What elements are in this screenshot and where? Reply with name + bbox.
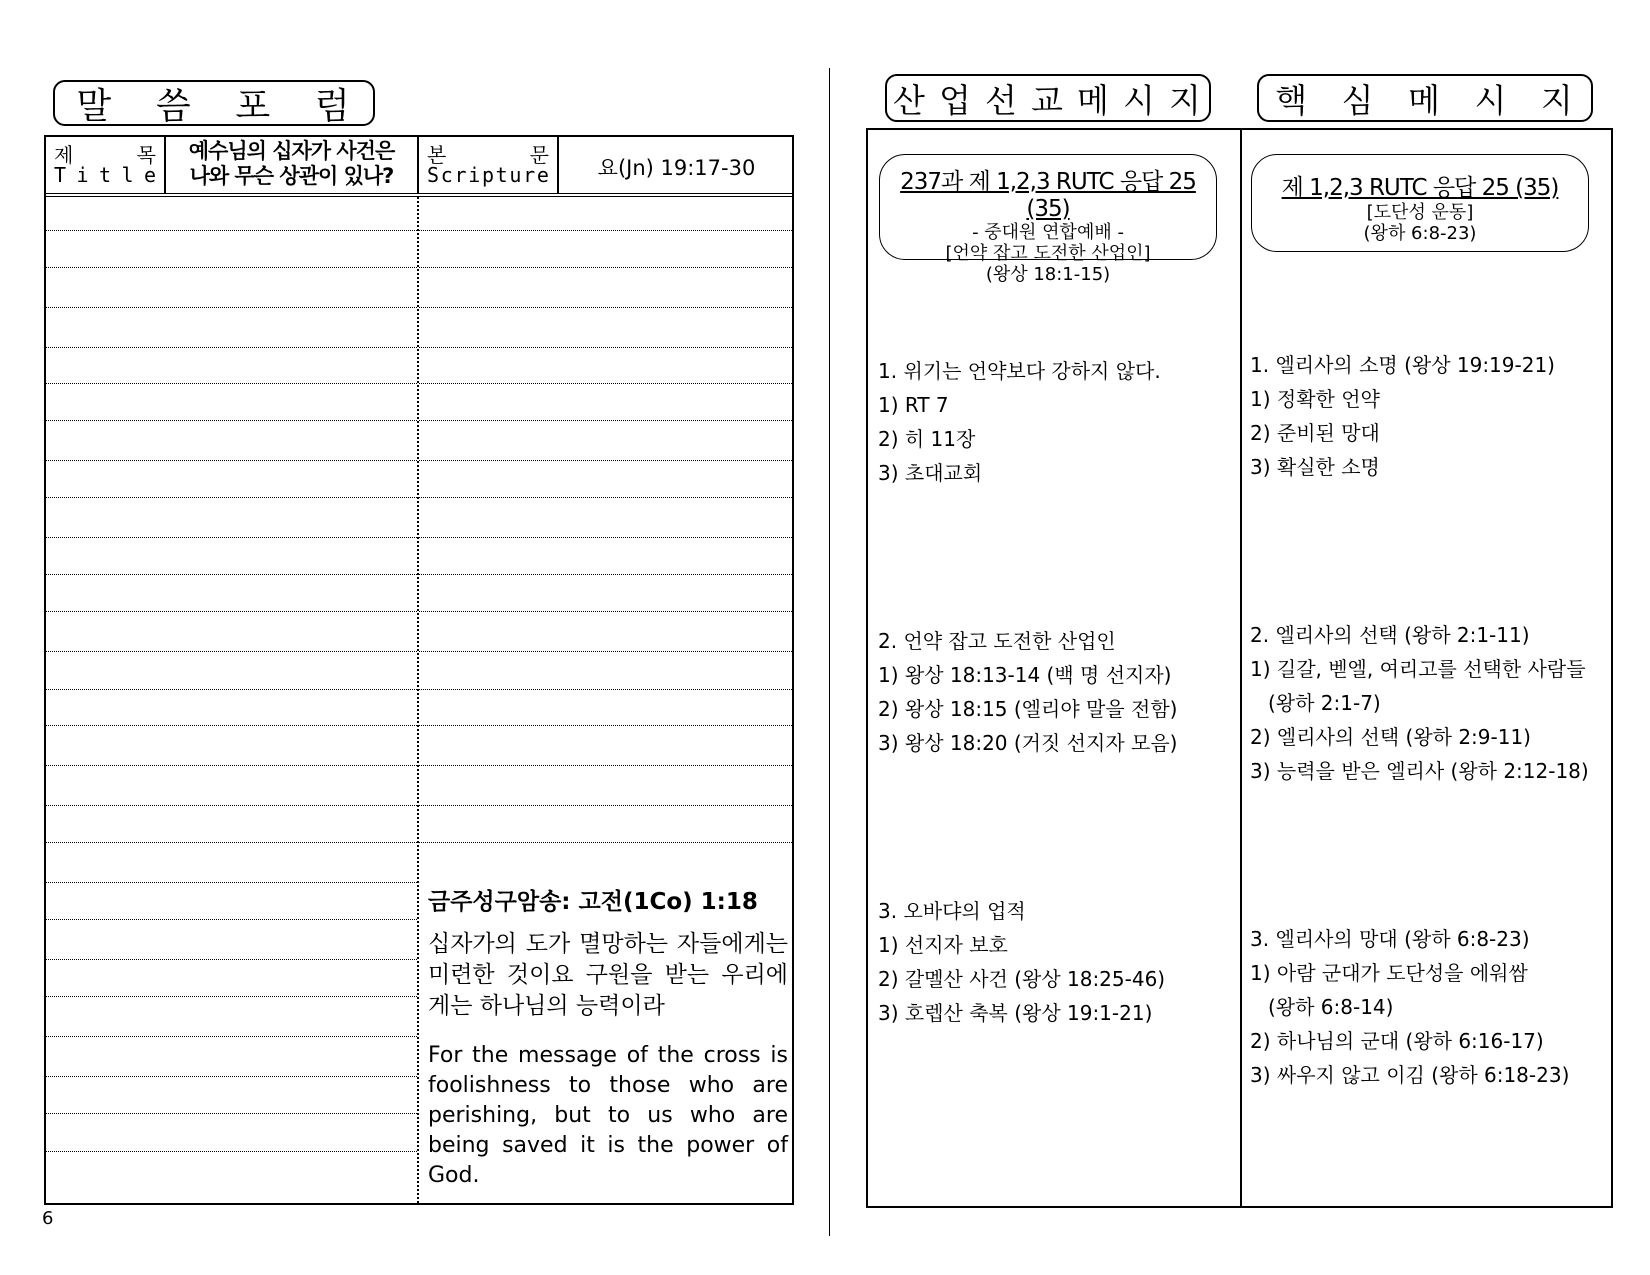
- scripture-label-en: r: [454, 163, 467, 187]
- note-line: [46, 1151, 417, 1152]
- note-line: [419, 347, 794, 348]
- title-label-cell: [46, 137, 166, 193]
- outline-line: 1. 위기는 언약보다 강하지 않다.: [878, 359, 1161, 383]
- lesson-reference: (왕하 6:8-23): [1363, 223, 1477, 244]
- lesson-card-core: [1251, 154, 1589, 252]
- header-tab-char: 메: [1408, 80, 1442, 120]
- outline-line: 2) 히 11장: [878, 427, 976, 451]
- outline-section-1: [1250, 348, 1555, 484]
- note-line: [46, 230, 417, 231]
- lesson-title: 제 1,2,3 RUTC 응답 25 (35): [1281, 175, 1559, 201]
- header-tab-char: 씀: [155, 85, 193, 127]
- note-line: [46, 651, 417, 652]
- lesson-reference: (왕상 18:1-15): [985, 264, 1111, 285]
- header-tab-char: 교: [1031, 80, 1065, 120]
- header-tab-char: 산: [893, 80, 927, 120]
- sermon-title: [172, 139, 411, 189]
- outline-line: (왕하 2:1-7): [1268, 691, 1381, 715]
- title-label-ko: 제: [54, 143, 74, 167]
- header-tab-char: 포: [235, 85, 273, 127]
- page-number: 6: [42, 1208, 54, 1229]
- memory-verse-english: For the message of the cross is foolishness to those who are perishing, but to us who are being saved it is the power of God.: [428, 1043, 788, 1188]
- note-line: [419, 842, 794, 843]
- note-line: [46, 1076, 417, 1077]
- note-line: [46, 1036, 417, 1037]
- note-line: [419, 611, 794, 612]
- note-line: [46, 383, 417, 384]
- outline-line: 2) 준비된 망대: [1250, 421, 1380, 445]
- lesson-card-industry: [879, 154, 1217, 285]
- outline-line: 1) RT 7: [878, 393, 949, 417]
- outline-line: 1) 아람 군대가 도단성을 에워쌈: [1250, 961, 1528, 985]
- note-line: [419, 230, 794, 231]
- note-line: [46, 611, 417, 612]
- outline-line: 2) 엘리사의 선택 (왕하 2:9-11): [1250, 725, 1531, 749]
- outline-line: 1) 선지자 보호: [878, 933, 1008, 957]
- outline-section-3: [1250, 922, 1569, 1092]
- scripture-ref-cell: [559, 137, 794, 193]
- scripture-reference: 요(Jn) 19:17-30: [597, 156, 756, 180]
- table-header: [46, 137, 792, 197]
- scripture-label-en: p: [481, 163, 494, 187]
- header-tab-industry-mission: [885, 74, 1211, 122]
- note-line: [46, 420, 417, 421]
- lesson-title: 237과 제 1,2,3 RUTC 응답 25 (35): [900, 169, 1196, 222]
- column-divider: [1240, 130, 1242, 1206]
- sermon-title-line: 예수님의 십자가 사건은: [188, 139, 395, 163]
- header-tab-word-forum: [53, 80, 375, 126]
- outline-line: 1) 왕상 18:13-14 (백 명 선지자): [878, 663, 1172, 687]
- message-outline-box: [866, 128, 1613, 1208]
- note-line: [419, 651, 794, 652]
- note-line: [46, 842, 417, 843]
- header-tab-char: 심: [1341, 80, 1376, 120]
- title-label-ko: 목: [136, 143, 156, 167]
- header-tab-char: 선: [985, 80, 1019, 120]
- page-fold-divider: [829, 68, 830, 1236]
- note-line: [46, 537, 417, 538]
- sermon-notes-table: [44, 135, 794, 1205]
- outline-line: 2) 하나님의 군대 (왕하 6:16-17): [1250, 1029, 1544, 1053]
- note-line: [419, 689, 794, 690]
- scripture-label-en: c: [440, 163, 453, 187]
- note-line: [419, 805, 794, 806]
- memory-verse-korean: 십자가의 도가 멸망하는 자들에게는 미련한 것이요 구원을 받는 우리에게는 하나님의 능력이라: [428, 931, 788, 1019]
- note-line: [419, 420, 794, 421]
- note-line: [46, 765, 417, 766]
- header-tab-char: 핵: [1275, 80, 1310, 120]
- note-line: [46, 725, 417, 726]
- header-tab-char: 메: [1077, 80, 1111, 120]
- note-line: [46, 460, 417, 461]
- outline-section-1: [878, 354, 1161, 490]
- outline-line: 3. 오바댜의 업적: [878, 899, 1026, 923]
- note-line: [419, 497, 794, 498]
- outline-section-2: [1250, 618, 1589, 788]
- lesson-subtitle: - 중대원 연합예배 -: [972, 222, 1124, 243]
- header-tab-char: 지: [1169, 80, 1203, 120]
- scripture-label-en: u: [509, 163, 522, 187]
- note-line: [419, 267, 794, 268]
- outline-line: 3) 호렙산 축복 (왕상 19:1-21): [878, 1001, 1153, 1025]
- outline-line: 3) 싸우지 않고 이김 (왕하 6:18-23): [1250, 1063, 1570, 1087]
- sermon-title-cell: [166, 137, 419, 193]
- header-tab-char: 럼: [314, 85, 352, 127]
- sermon-title-line: 나와 무슨 상관이 있나?: [189, 164, 394, 188]
- outline-line: 1) 길갈, 벧엘, 여리고를 선택한 사람들: [1250, 657, 1586, 681]
- outline-line: 1. 엘리사의 소명 (왕상 19:19-21): [1250, 353, 1555, 377]
- note-line: [46, 882, 417, 883]
- header-tab-char: 시: [1474, 80, 1509, 120]
- outline-line: 3) 왕상 18:20 (거짓 선지자 모음): [878, 731, 1178, 755]
- scripture-label-en: S: [427, 163, 440, 187]
- note-line: [46, 497, 417, 498]
- header-tab-char: 업: [939, 80, 973, 120]
- header-tab-core-message: [1257, 74, 1593, 122]
- scripture-label-ko: 본: [427, 143, 447, 167]
- scripture-label-en: e: [536, 163, 549, 187]
- outline-line: 3. 엘리사의 망대 (왕하 6:8-23): [1250, 927, 1530, 951]
- memory-verse-heading: 금주성구암송: 고전(1Co) 1:18: [428, 889, 758, 915]
- header-tab-char: 시: [1123, 80, 1157, 120]
- lesson-subtitle: [언약 잡고 도전한 산업인]: [945, 243, 1151, 264]
- outline-line: 2. 언약 잡고 도전한 산업인: [878, 629, 1116, 653]
- note-line: [46, 574, 417, 575]
- note-line: [46, 267, 417, 268]
- outline-line: 2) 왕상 18:15 (엘리야 말을 전함): [878, 697, 1178, 721]
- outline-line: 2) 갈멜산 사건 (왕상 18:25-46): [878, 967, 1166, 991]
- note-line: [419, 537, 794, 538]
- note-line: [46, 996, 417, 997]
- note-line: [46, 919, 417, 920]
- note-line: [46, 959, 417, 960]
- scripture-label-ko: 문: [529, 143, 549, 167]
- outline-line: 3) 초대교회: [878, 461, 983, 485]
- outline-line: 3) 확실한 소명: [1250, 455, 1380, 479]
- note-line: [46, 1113, 417, 1114]
- outline-line: 2. 엘리사의 선택 (왕하 2:1-11): [1250, 623, 1530, 647]
- title-label-en: l: [121, 163, 134, 187]
- outline-line: 1) 정확한 언약: [1250, 387, 1380, 411]
- outline-section-2: [878, 624, 1177, 760]
- note-line: [46, 307, 417, 308]
- note-line: [419, 574, 794, 575]
- outline-line: (왕하 6:8-14): [1268, 995, 1394, 1019]
- note-line: [419, 460, 794, 461]
- outline-section-3: [878, 894, 1165, 1030]
- note-line: [419, 765, 794, 766]
- header-tab-char: 지: [1540, 80, 1575, 120]
- scripture-label-en: r: [523, 163, 536, 187]
- title-label-en: t: [98, 163, 112, 187]
- scripture-label-en: i: [468, 163, 481, 187]
- scripture-label-en: t: [495, 163, 508, 187]
- note-line: [419, 307, 794, 308]
- note-line: [46, 689, 417, 690]
- note-line: [419, 725, 794, 726]
- title-label-en: i: [76, 163, 89, 187]
- lesson-subtitle: [도단성 운동]: [1366, 202, 1474, 223]
- title-label-en: T: [54, 163, 67, 187]
- note-line: [46, 347, 417, 348]
- header-tab-char: 말: [76, 85, 114, 127]
- outline-line: 3) 능력을 받은 엘리사 (왕하 2:12-18): [1250, 759, 1589, 783]
- note-line: [46, 805, 417, 806]
- title-label-en: e: [143, 163, 156, 187]
- scripture-label-cell: [419, 137, 559, 193]
- note-line: [419, 383, 794, 384]
